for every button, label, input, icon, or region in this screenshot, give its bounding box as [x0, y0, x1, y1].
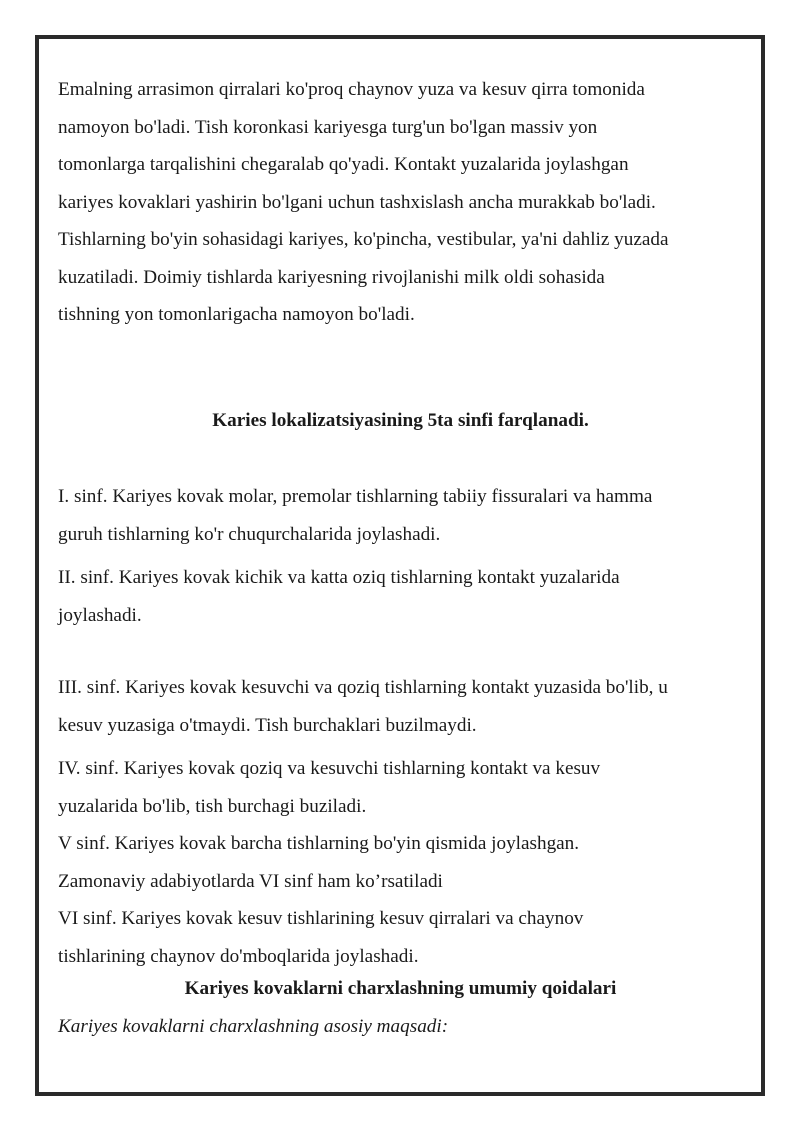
section-heading-karies-classes: Karies lokalizatsiyasining 5ta sinfi farqlanadi. [212, 410, 589, 431]
section-heading-charxlash: Kariyes kovaklarni charxlashning umumiy qoidalari [184, 978, 617, 999]
text-line: Tishlarning bo'yin sohasidagi kariyes, ko'pincha, vestibular, ya'ni dahliz yuzada [58, 229, 669, 250]
text-line: tishning yon tomonlarigacha namoyon bo'ladi. [58, 304, 415, 325]
italic-subheading: Kariyes kovaklarni charxlashning asosiy maqsadi: [58, 1016, 449, 1037]
text-line: IV. sinf. Kariyes kovak qoziq va kesuvchi tishlarning kontakt va kesuv [58, 758, 601, 779]
text-line: yuzalarida bo'lib, tish burchagi buziladi. [58, 795, 367, 817]
text-line: Zamonaviy adabiyotlarda VI sinf ham ko’rsatiladi [58, 870, 443, 892]
class-2-paragraph [58, 559, 748, 634]
text-line: guruh tishlarning ko'r chuqurchalarida joylashadi. [58, 523, 441, 545]
text-line: VI sinf. Kariyes kovak kesuv tishlarining kesuv qirralari va chaynov [58, 908, 584, 929]
text-line: kesuv yuzasiga o'tmaydi. Tish burchaklari buzilmaydi. [58, 714, 477, 736]
class-4-6-paragraph [58, 750, 748, 975]
text-line: I. sinf. Kariyes kovak molar, premolar tishlarning tabiiy fissuralari va hamma [58, 486, 653, 507]
text-line: V sinf. Kariyes kovak barcha tishlarning bo'yin qismida joylashgan. [58, 833, 580, 854]
text-line: kariyes kovaklari yashirin bo'lgani uchun tashxislash ancha murakkab bo'ladi. [58, 191, 656, 213]
text-line: joylashadi. [58, 604, 142, 626]
text-line: II. sinf. Kariyes kovak kichik va katta oziq tishlarning kontakt yuzalarida [58, 567, 620, 588]
class-3-paragraph [58, 669, 748, 744]
text-line: tomonlarga tarqalishini chegaralab qo'yadi. Kontakt yuzalarida joylashgan [58, 154, 629, 175]
text-line: kuzatiladi. Doimiy tishlarda kariyesning rivojlanishi milk oldi sohasida [58, 266, 605, 288]
intro-paragraph [58, 71, 748, 334]
class-1-paragraph [58, 478, 748, 553]
text-line: namoyon bo'ladi. Tish koronkasi kariyesga turg'un bo'lgan massiv yon [58, 116, 598, 138]
text-line: Emalning arrasimon qirralari ko'proq chaynov yuza va kesuv qirra tomonida [58, 79, 645, 100]
text-line: III. sinf. Kariyes kovak kesuvchi va qoziq tishlarning kontakt yuzasida bo'lib, u [58, 677, 668, 698]
text-line: tishlarining chaynov do'mboqlarida joylashadi. [58, 945, 419, 967]
